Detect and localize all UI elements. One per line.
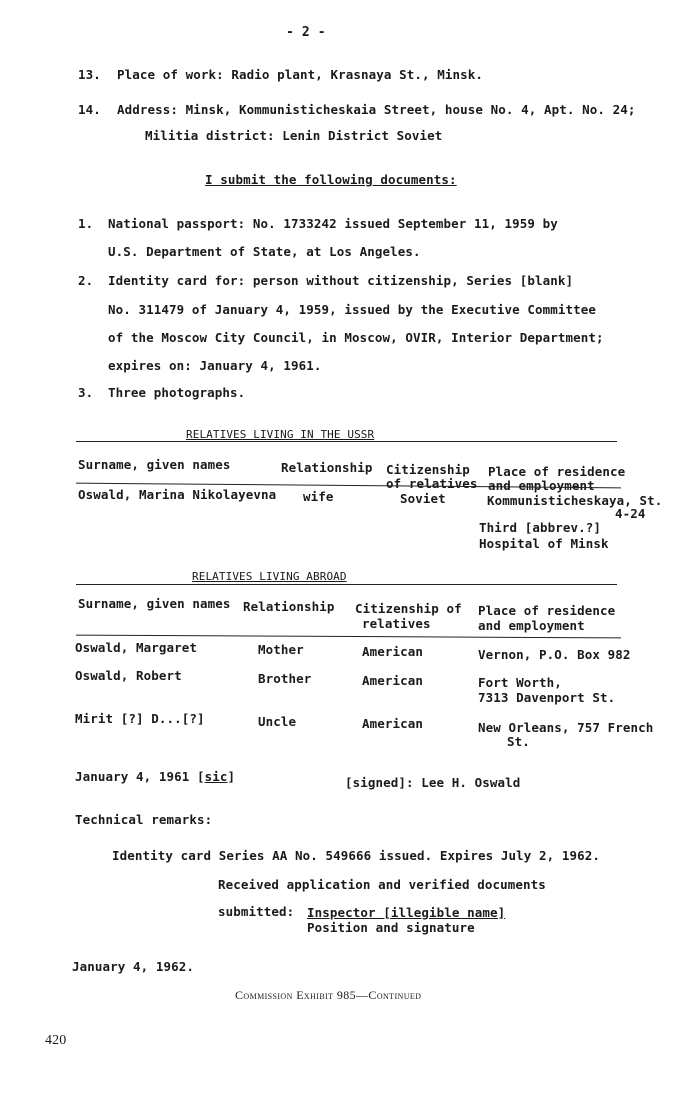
ussr-row-name: Oswald, Marina Nikolayevna [78,487,277,502]
ussr-row-place-1: Kommunisticheskaya, St. [487,493,663,508]
doc-3-number: 3. [78,385,94,400]
abroad-section-rule [76,584,617,585]
ussr-section-heading: RELATIVES LIVING IN THE USSR [186,428,375,441]
doc-1-line-2: U.S. Department of State, at Los Angeles. [108,244,421,259]
final-date: January 4, 1962. [72,959,195,974]
abroad-row-3-relationship: Uncle [258,714,297,729]
item-14-continuation: Militia district: Lenin District Soviet [145,128,443,143]
ussr-header-relationship: Relationship [281,460,373,475]
abroad-row-3-place-1: New Orleans, 757 French [478,720,654,735]
page-number: 420 [45,1033,67,1048]
page-marker: - 2 - [286,25,326,40]
documents-heading: I submit the following documents: [205,172,457,187]
doc-2-line-1: Identity card for: person without citizenship, Series [blank] [108,273,574,288]
abroad-header-place-1: Place of residence [478,603,616,618]
abroad-header-place-2: and employment [478,618,585,633]
technical-received-line: Received application and verified documents [218,877,546,892]
item-14-number: 14. [78,102,101,117]
abroad-row-2-relationship: Brother [258,671,312,686]
doc-2-line-4: expires on: January 4, 1961. [108,358,322,373]
item-14-text: Address: Minsk, Kommunisticheskaia Street, house No. 4, Apt. No. 24; [117,102,636,117]
doc-1-number: 1. [78,216,94,231]
technical-inspector: Inspector [illegible name] [307,905,506,920]
abroad-header-relationship: Relationship [243,599,335,614]
abroad-row-2-name: Oswald, Robert [75,668,182,683]
ussr-section-rule [76,441,617,442]
abroad-row-2-citizenship: American [362,673,424,688]
abroad-row-1-name: Oswald, Margaret [75,640,198,655]
item-13-text: Place of work: Radio plant, Krasnaya St., Minsk. [117,67,484,82]
abroad-row-3-citizenship: American [362,716,424,731]
technical-position: Position and signature [307,920,475,935]
technical-remarks-heading: Technical remarks: [75,812,213,827]
abroad-row-2-place-1: Fort Worth, [478,675,562,690]
abroad-row-1-relationship: Mother [258,642,304,657]
technical-submitted-label: submitted: [218,904,295,919]
abroad-row-3-name: Mirit [?] D...[?] [75,711,205,726]
ussr-header-surname: Surname, given names [78,457,231,472]
doc-2-line-2: No. 311479 of January 4, 1959, issued by the Executive Committee [108,302,597,317]
exhibit-caption: Commission Exhibit 985—Continued [235,988,422,1002]
abroad-row-2-place-2: 7313 Davenport St. [478,690,616,705]
ussr-header-place-1: Place of residence [488,464,626,479]
abroad-row-3-place-2: St. [507,734,530,749]
doc-1-line-1: National passport: No. 1733242 issued September 11, 1959 by [108,216,558,231]
abroad-header-surname: Surname, given names [78,596,231,611]
ussr-row-relationship: wife [303,489,334,504]
abroad-row-1-citizenship: American [362,644,424,659]
doc-2-number: 2. [78,273,94,288]
abroad-section-heading: RELATIVES LIVING ABROAD [192,570,347,583]
ussr-header-citizenship-1: Citizenship [386,462,470,477]
signed-by: [signed]: Lee H. Oswald [345,775,521,790]
ussr-row-place-3: Third [abbrev.?] [479,520,602,535]
doc-2-line-3: of the Moscow City Council, in Moscow, OVIR, Interior Department; [108,330,604,345]
ussr-row-citizenship: Soviet [400,491,446,506]
ussr-row-place-4: Hospital of Minsk [479,536,609,551]
item-13-number: 13. [78,67,101,82]
abroad-header-rule [76,635,621,639]
ussr-header-place-2: and employment [488,478,595,493]
abroad-header-citizenship-1: Citizenship of [355,601,462,616]
ussr-header-citizenship-2: of relatives [386,476,478,491]
ussr-row-place-2: 4-24 [615,506,646,521]
abroad-header-citizenship-2: relatives [362,616,431,631]
sic-note: sic [204,769,228,784]
doc-3-line-1: Three photographs. [108,385,246,400]
signature-date: January 4, 1961 [sic] [75,769,236,784]
technical-identity-card: Identity card Series AA No. 549666 issued. Expires July 2, 1962. [112,848,601,863]
abroad-row-1-place-1: Vernon, P.O. Box 982 [478,647,631,662]
